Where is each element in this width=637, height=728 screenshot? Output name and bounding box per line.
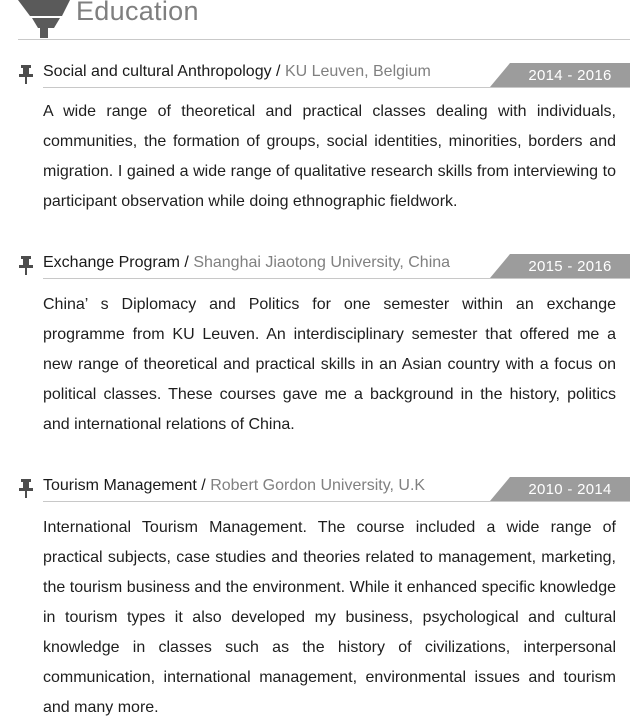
date-badge [490, 63, 630, 87]
degree-name: Social and cultural Anthropology [43, 63, 272, 80]
entry-underline [43, 87, 630, 88]
entry-header [0, 61, 637, 89]
entry-title [43, 475, 425, 497]
degree-name: Exchange Program [43, 254, 180, 271]
education-entry [0, 475, 637, 716]
graduation-cap-icon [0, 0, 72, 40]
date-range: 2010 - 2014 [528, 481, 612, 498]
entry-header [0, 252, 637, 280]
entry-description: China’ s Diplomacy and Politics for one semester within an exchange programme from KU Leuven. An interdisciplinary semester that offered me a new range of theoretical and practical skills in an Asian country with a focus on political classes. These courses gave me a background in the history, politics and international relations of China. [43, 296, 616, 433]
date-badge [490, 477, 630, 501]
school-name: KU Leuven, Belgium [284, 63, 431, 80]
entry-title [43, 252, 450, 274]
entry-header [0, 475, 637, 503]
title-separator: / [196, 477, 211, 494]
education-entry [0, 61, 637, 210]
school-name: Robert Gordon University, U.K [210, 477, 426, 494]
date-badge [490, 254, 630, 278]
education-entry [0, 252, 637, 433]
pushpin-icon [18, 64, 34, 84]
date-range: 2014 - 2016 [528, 67, 612, 84]
pushpin-icon [18, 478, 34, 498]
school-name: Shanghai Jiaotong University, China [193, 254, 451, 271]
degree-name: Tourism Management [43, 477, 197, 494]
entry-title [43, 61, 431, 83]
entry-description: International Tourism Management. The course included a wide range of practical subjects, case studies and theories related to management, marketing, the tourism business and the environment. While it enhanced specific knowledge in tourism types it also developed my business, psychological and cultural knowledge in classes such as the history of civilizations, interpersonal communication, international management, environmental issues and tourism and many more. [43, 519, 616, 716]
title-separator: / [179, 254, 194, 271]
section-divider [18, 39, 630, 40]
title-separator: / [271, 63, 285, 80]
date-range: 2015 - 2016 [528, 258, 612, 275]
section-header [0, 0, 637, 40]
entry-underline [43, 501, 630, 502]
section-title: Education [76, 0, 199, 26]
pushpin-icon [18, 255, 34, 275]
entry-description: A wide range of theoretical and practical classes dealing with individuals, communities, the formation of groups, social identities, minorities, borders and migration. I gained a wide range of qualitative research skills from interviewing to participant observation while doing ethnographic fieldwork. [43, 103, 616, 210]
entry-underline [43, 278, 630, 279]
